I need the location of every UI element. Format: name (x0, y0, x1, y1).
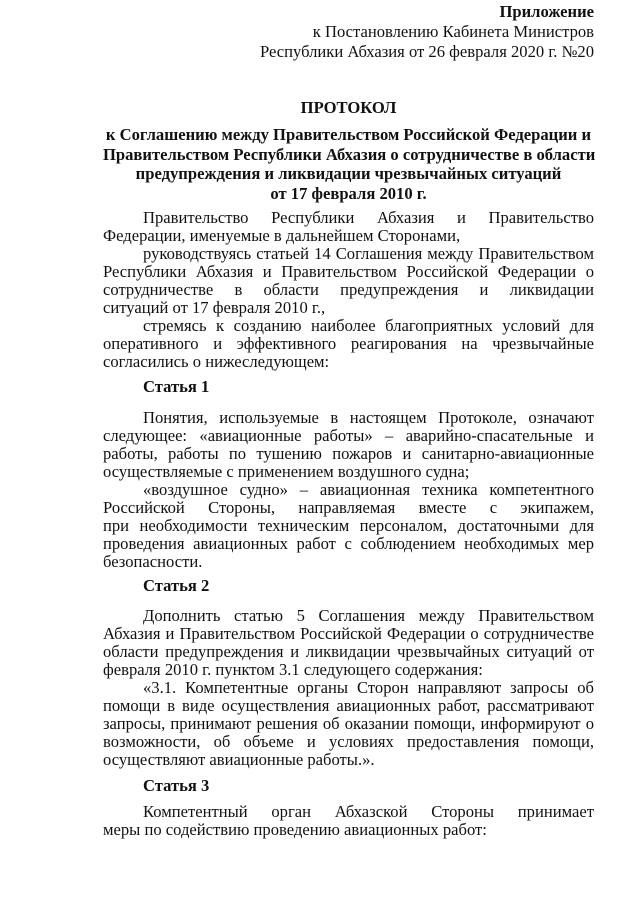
text-line: Республики Абхазия и Правительством Российской Федерации о (103, 263, 594, 281)
text-line: работы, работы по тушению пожаров и санитарно-авиационные (103, 445, 594, 463)
text-line: сотрудничестве в области предупреждения и ликвидации (103, 281, 594, 299)
text-line: согласились о нижеследующем: (103, 352, 330, 371)
appendix-line: Республики Абхазия от 26 февраля 2020 г. №20 (259, 42, 594, 61)
text-line: при необходимости техническим персоналом, достаточными для (103, 517, 594, 535)
subtitle-line: к Соглашению между Правительством Российской Федерации и (105, 125, 592, 144)
text-line: «3.1. Компетентные органы Сторон направляют запросы об (143, 679, 594, 697)
article-2-heading: Статья 2 (143, 576, 210, 595)
article-3-body (103, 803, 594, 839)
subtitle-line: предупреждения и ликвидации чрезвычайных ситуаций (135, 164, 562, 184)
document-subtitle (103, 125, 594, 204)
text-line: Федерации, именуемые в дальнейшем Сторонами, (103, 226, 461, 245)
text-line: Дополнить статью 5 Соглашения между Правительством (143, 607, 594, 625)
article-3-heading: Статья 3 (143, 776, 210, 795)
text-line: февраля 2010 г. пунктом 3.1 следующего содержания: (103, 660, 483, 679)
article-1-body (103, 409, 594, 571)
text-line: Понятия, используемые в настоящем Протоколе, означают (143, 409, 594, 427)
appendix-title: Приложение (499, 2, 594, 21)
article-1-heading: Статья 1 (143, 377, 210, 396)
text-line: оперативного и эффективного реагирования на чрезвычайные (103, 335, 594, 353)
text-line: безопасности. (103, 552, 203, 571)
text-line: стремясь к созданию наиболее благоприятных условий для (143, 317, 594, 335)
article-2-body (103, 607, 594, 769)
text-line: ситуаций от 17 февраля 2010 г., (103, 298, 326, 317)
text-line: Компетентный орган Абхазской Стороны принимает (143, 803, 594, 821)
appendix-line: к Постановлению Кабинета Министров (312, 22, 594, 41)
text-line: меры по содействию проведению авиационных работ: (103, 820, 487, 839)
document-title: ПРОТОКОЛ (300, 98, 397, 117)
text-line: «воздушное судно» – авиационная техника компетентного (143, 481, 594, 499)
text-line: осуществляемые с применением воздушного судна; (103, 462, 470, 481)
text-line: следующее: «авиационные работы» – аварийно-спасательные и (103, 427, 594, 445)
text-line: Абхазия и Правительством Российской Федерации о сотрудничестве (103, 625, 594, 643)
subtitle-line: Правительством Республики Абхазия о сотрудничестве в области (103, 144, 596, 164)
text-line: помощи в виде осуществления авиационных работ, рассматривают (103, 697, 594, 715)
text-line: руководствуясь статьей 14 Соглашения между Правительством (143, 245, 594, 263)
subtitle-line: от 17 февраля 2010 г. (270, 184, 427, 204)
text-line: запросы, принимают решения об оказании помощи, информируют о (103, 715, 594, 733)
text-line: Правительство Республики Абхазия и Правительство (143, 209, 594, 227)
text-line: возможности, об объеме и условиях предоставления помощи, (103, 733, 594, 751)
preamble (103, 209, 594, 371)
appendix-header (103, 2, 594, 62)
text-line: области предупреждения и ликвидации чрезвычайных ситуаций от (103, 643, 594, 661)
text-line: проведения авиационных работ с соблюдением необходимых мер (103, 535, 594, 553)
text-line: Российской Стороны, направляемая вместе с экипажем, (103, 499, 594, 517)
text-line: осуществляют авиационные работы.». (103, 750, 375, 769)
